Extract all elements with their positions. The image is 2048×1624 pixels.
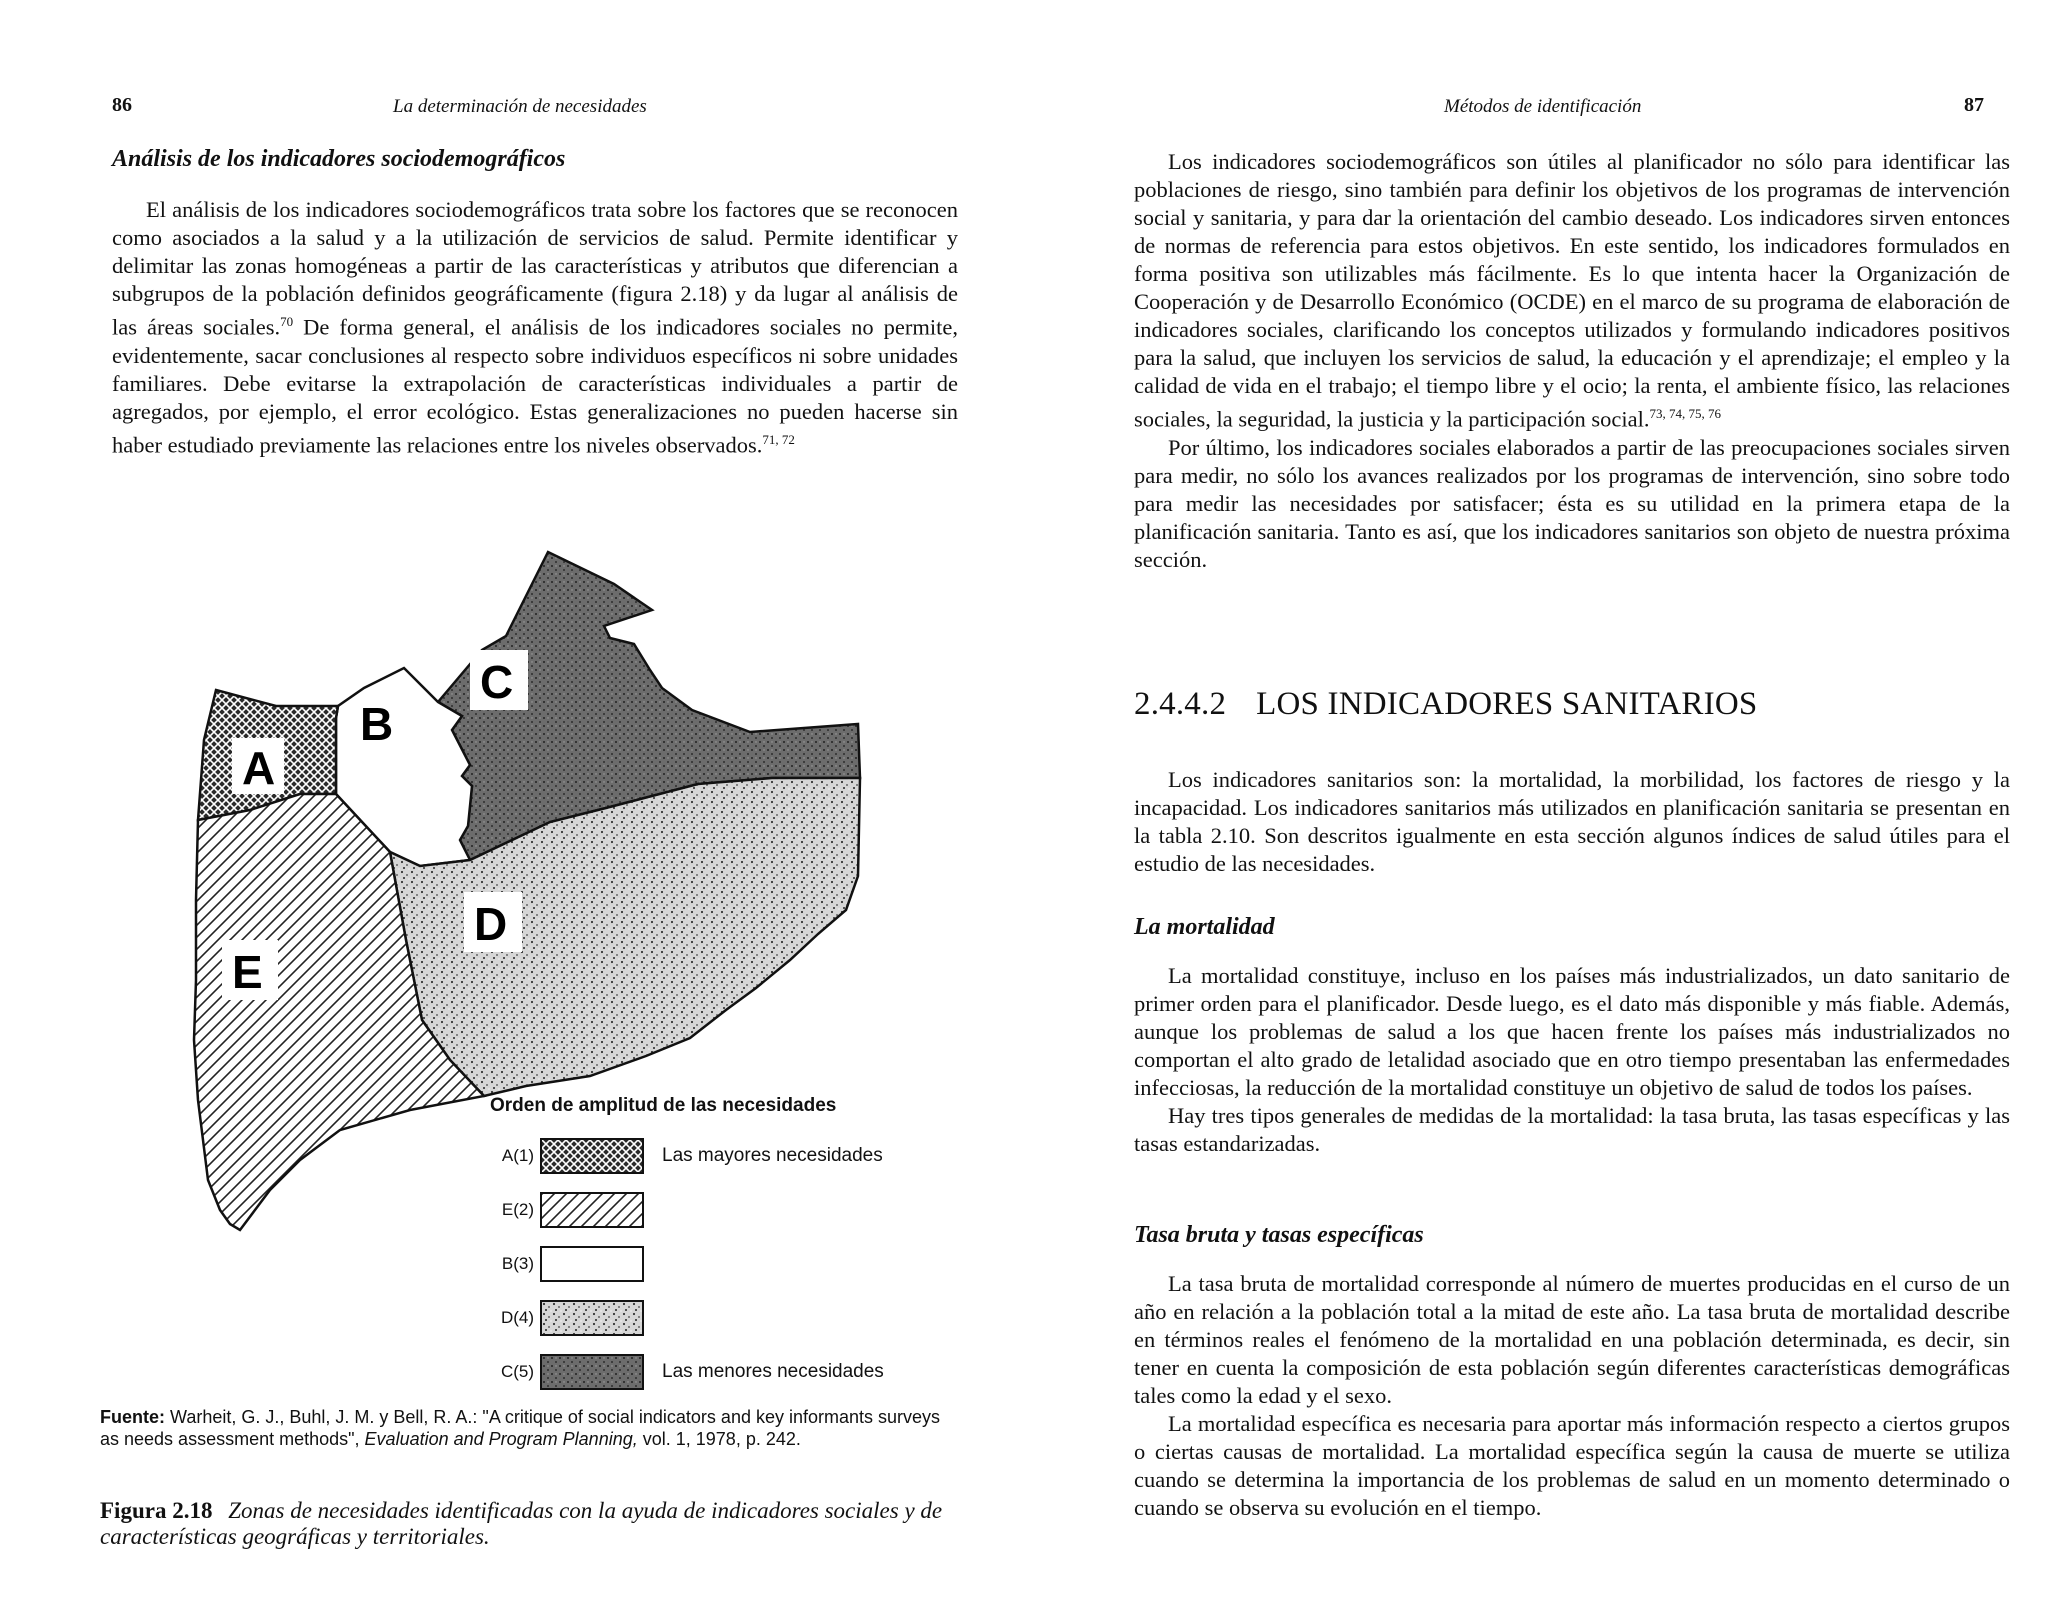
intro-text — [1134, 148, 2010, 574]
legend-note: Las mayores necesidades — [662, 1145, 883, 1166]
right-page — [1024, 0, 2048, 1624]
running-head: La determinación de necesidades — [393, 96, 647, 117]
legend-row — [490, 1129, 950, 1183]
legend-key: B(3) — [501, 1254, 534, 1273]
caption-text: Zonas de necesidades identificadas con la ayuda de indicadores sociales y de características geográficas y territoriales. — [100, 1498, 943, 1549]
legend-row — [490, 1237, 950, 1291]
zone-label-a: A — [242, 742, 276, 794]
legend-key: E(2) — [501, 1200, 534, 1219]
paragraph-text: Los indicadores sanitarios son: la mortalidad, la morbilidad, los factores de riesgo y la incapacidad. Los indicadores sanitarios más utilizados en planificación sanitaria se presentan en la tabla 2.10. Son descritos igualmente en esta sección algunos índices de salud útiles para el estudio de las necesidades. — [1134, 767, 2010, 876]
figure-source — [100, 1406, 950, 1450]
paragraph-text: La mortalidad constituye, incluso en los países más industrializados, un dato sanitario de primer orden para el planificador. Desde luego, es el dato más disponible y más fiable. Además, aunque los problemas de salud a los que hacen frente los países más industrializados no comportan el alto grado de letalidad asociado que en otro tiempo presentaban las enfermedades infecciosas, la reducción de la mortalidad constituye un objetivo de salud de todos los países. — [1134, 963, 2010, 1100]
legend-note: Las menores necesidades — [662, 1361, 884, 1382]
figure-caption — [100, 1498, 950, 1550]
source-journal: Evaluation and Program Planning, — [364, 1429, 638, 1449]
body-paragraph — [1134, 962, 2010, 1158]
running-head: Métodos de identificación — [1444, 96, 1642, 117]
paragraph-text: La mortalidad específica es necesaria para aportar más información respecto a ciertos grupos o ciertas causas de mortalidad. La mortalidad específica según la causa de muerte se utiliza cuando se determina la importancia de los problemas de salud en un momento determinado o cuando se observa su evolución en el tiempo. — [1134, 1411, 2010, 1520]
zone-label-e: E — [232, 946, 263, 998]
paragraph-text: El análisis de los indicadores sociodemográficos trata sobre los factores que se reconocen como asociados a la salud y a la utilización de servicios de salud. Permite identificar y delimitar las zonas homogéneas a partir de las características y atributos que diferencian a subgrupos de la población definidos geográficamente (figura 2.18) y da lugar al análisis de las áreas sociales. — [112, 197, 958, 340]
legend-row — [490, 1183, 950, 1237]
source-tail: vol. 1, 1978, p. 242. — [642, 1429, 801, 1449]
legend-key: C(5) — [500, 1362, 534, 1381]
section-title: Análisis de los indicadores sociodemográficos — [112, 146, 566, 172]
legend-key: A(1) — [501, 1146, 534, 1165]
legend-row — [490, 1345, 950, 1399]
footnote-ref: 70 — [280, 314, 294, 329]
page-number: 86 — [112, 94, 132, 116]
paragraph-text: Hay tres tipos generales de medidas de la mortalidad: la tasa bruta, las tasas específicas y las tasas estandarizadas. — [1134, 1103, 2010, 1156]
map-legend — [490, 1095, 950, 1399]
paragraph-text: Por último, los indicadores sociales elaborados a partir de las preocupaciones sociales sirven para medir, no sólo los avances realizados por los programas de intervención, sino sobre todo para medir las necesidades por satisfacer; ésta es su utilidad en la primera etapa de la planificación sanitaria. Tanto es así, que los indicadores sanitarios son objeto de nuestra próxima sección. — [1134, 434, 2010, 572]
footnote-ref: 71, 72 — [762, 431, 795, 447]
page-number: 87 — [1964, 94, 1984, 116]
source-label: Fuente: — [100, 1407, 165, 1427]
section-number: 2.4.4.2 — [1134, 686, 1227, 722]
legend-key: D(4) — [500, 1308, 534, 1327]
legend-swatch — [540, 1354, 644, 1390]
paragraph-text: Los indicadores sociodemográficos son útiles al planificador no sólo para identificar las poblaciones de riesgo, sino también para definir los objetivos de los programas de intervención social y sanitaria, y para dar la orientación del cambio deseado. Los indicadores sirven entonces de normas de referencia para estos objetivos. En este sentido, los indicadores formulados en forma positiva son utilizables más fácilmente. Es lo que intenta hacer la Organización de Cooperación y de Desarrollo Económico (OCDE) en el marco de su programa de elaboración de indicadores sociales, clarificando los conceptos utilizados y formulando indicadores positivos para la salud, que incluyen los servicios de salud, la educación y el aprendizaje; el empleo y la calidad de vida en el trabajo; el tiempo libre y el ocio; la renta, el ambiente físico, las relaciones sociales, la seguridad, la justicia y la participación social. — [1134, 149, 2010, 432]
legend-swatch — [540, 1300, 644, 1336]
zone-label-b: B — [360, 698, 394, 750]
body-paragraph — [1134, 1270, 2010, 1522]
section-heading — [1134, 686, 1757, 723]
legend-swatch — [540, 1138, 644, 1174]
body-paragraph — [112, 196, 958, 459]
legend-row — [490, 1291, 950, 1345]
legend-title: Orden de amplitud de las necesidades — [490, 1095, 837, 1116]
source-text: Warheit, G. J., Buhl, J. M. y Bell, R. A.: "A critique of social indicators and key informants surveys as needs assessment methods", — [100, 1407, 941, 1449]
body-paragraph — [1134, 766, 2010, 878]
paragraph-text-2: De forma general, el análisis de los indicadores sociales no permite, evidentemente, sacar conclusiones al respecto sobre individuos específicos ni sobre unidades familiares. Debe evitarse la extrapolación de características individuales a partir de agregados, por ejemplo, el error ecológico. Estas generalizaciones no pueden hacerse sin haber estudiado previamente las relaciones entre los niveles observados. — [112, 314, 958, 457]
footnote-ref: 73, 74, 75, 76 — [1649, 406, 1721, 421]
paragraph-text: La tasa bruta de mortalidad corresponde al número de muertes producidas en el curso de un año en relación a la población total a la mitad de este año. La tasa bruta de mortalidad describe en términos reales el fenómeno de la mortalidad en una población determinada, es decir, sin tener en cuenta la composición de esta población según diferentes características demográficas tales como la edad y el sexo. — [1134, 1271, 2010, 1408]
caption-label: Figura 2.18 — [100, 1498, 213, 1523]
subsection-title: La mortalidad — [1134, 914, 1275, 940]
zone-label-c: C — [480, 656, 514, 708]
section-heading-title: LOS INDICADORES SANITARIOS — [1256, 686, 1758, 722]
zone-label-d: D — [474, 898, 508, 950]
subsection-title: Tasa bruta y tasas específicas — [1134, 1222, 1424, 1248]
legend-swatch — [540, 1192, 644, 1228]
legend-swatch — [540, 1246, 644, 1282]
